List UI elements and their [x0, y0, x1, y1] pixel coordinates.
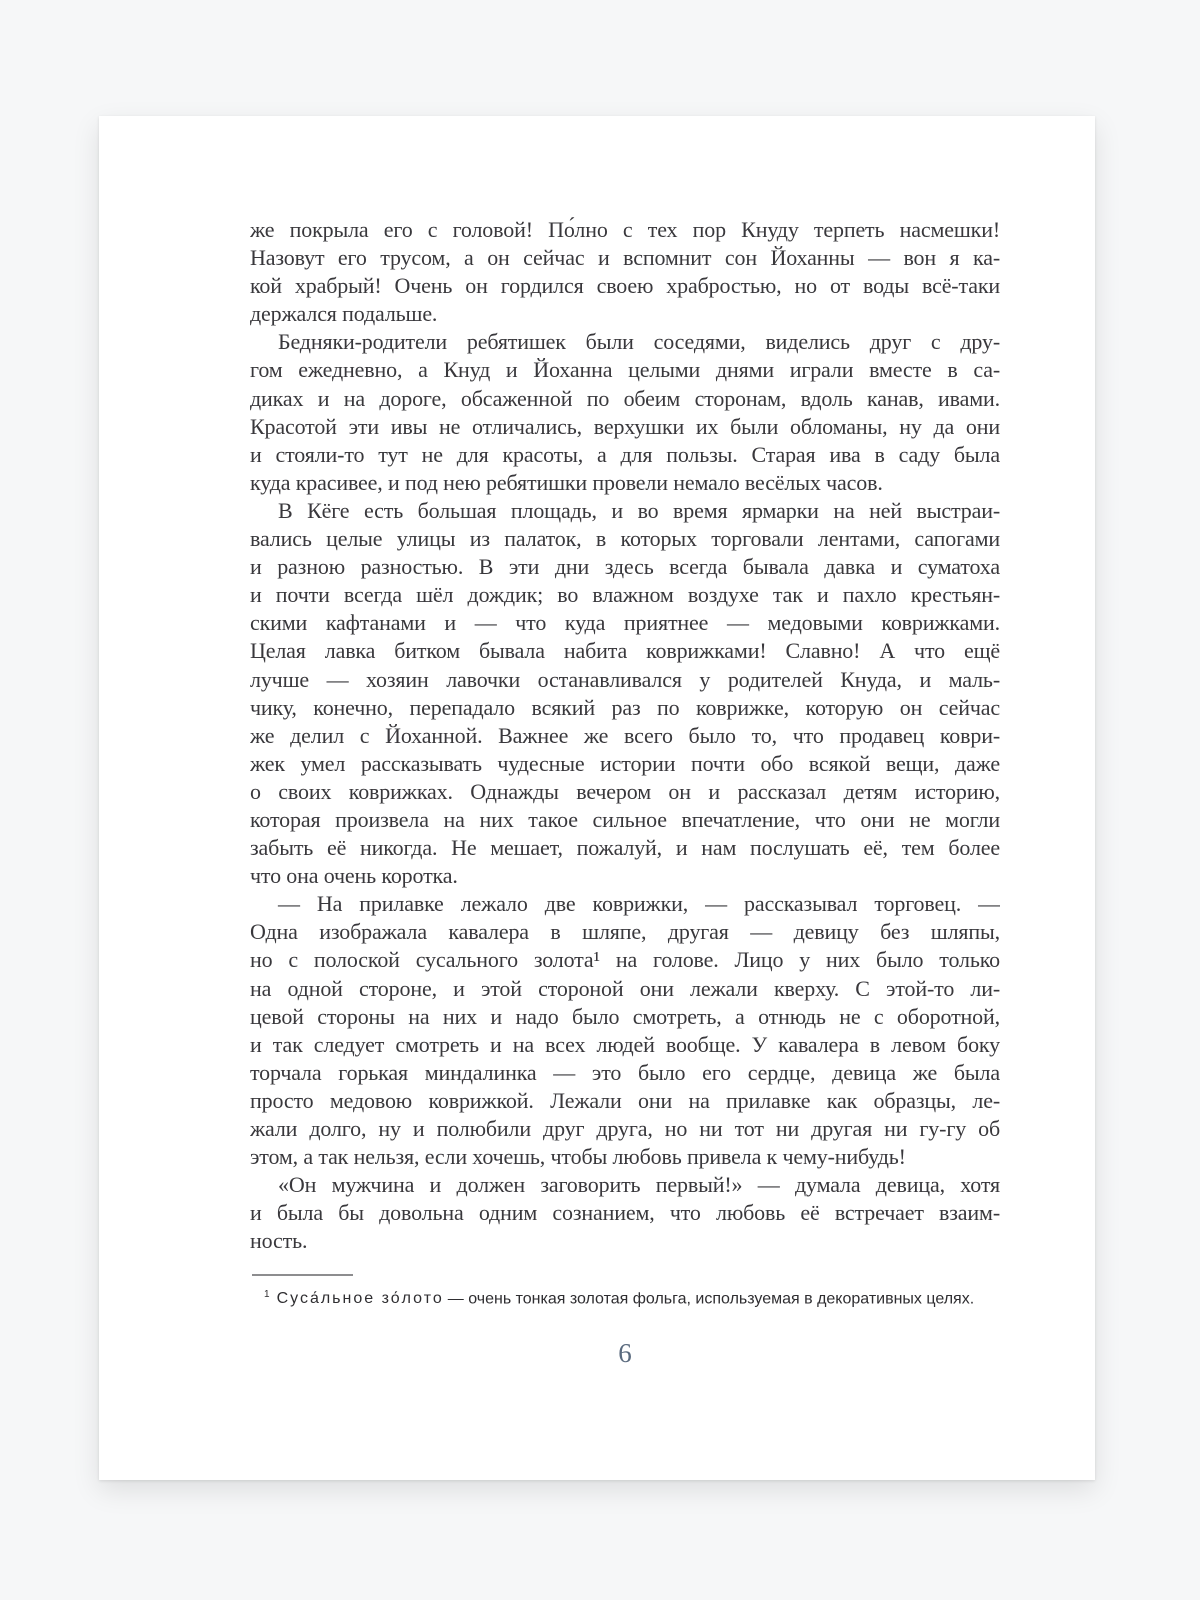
text-line: ность.	[250, 1228, 308, 1254]
text-line: которая произвела на них такое сильное впечатление, что они не могли	[250, 806, 1000, 832]
text-line: кой храбрый! Очень он гордился своею храбростью, но от воды всё-таки	[250, 273, 1000, 299]
text-line: лучше — хозяин лавочки останавливался у родителей Кнуда, и маль-	[250, 666, 1000, 692]
text-line: о своих коврижках. Однажды вечером он и рассказал детям историю,	[250, 778, 1000, 804]
text-line: вались целые улицы из палаток, в которых торговали лентами, сапогами	[250, 526, 1000, 552]
text-line: «Он мужчина и должен заговорить первый!» — думала девица, хотя	[278, 1172, 1000, 1198]
footnote-divider	[252, 1274, 353, 1276]
text-line: же покрыла его с головой! По́лно с тех пор Кнуду терпеть насмешки!	[250, 217, 1000, 242]
text-line: и почти всегда шёл дождик; во влажном воздухе так и пахло крестьян-	[250, 582, 1000, 608]
text-line: куда красивее, и под нею ребятишки провели немало весёлых часов.	[250, 469, 883, 495]
footnote-rest: — очень тонкая золотая фольга, используемая в декоративных целях.	[447, 1290, 975, 1308]
text-line: Одна изображала кавалера в шляпе, другая — девицу без шляпы,	[250, 919, 1000, 945]
text-line: же делил с Йоханной. Важнее же всего было то, что продавец коври-	[250, 722, 1000, 748]
paragraph	[250, 497, 1000, 890]
paragraph	[250, 328, 1000, 497]
footnote-marker: 1	[264, 1289, 270, 1300]
footnote-term: Суса́льное зо́лото	[276, 1290, 444, 1308]
text-line: Бедняки-родители ребятишек были соседями, виделись друг с дру-	[278, 329, 1000, 355]
text-line: Красотой эти ивы не отличались, верхушки их были обломаны, ну да они	[250, 413, 1000, 439]
text-line: забыть её никогда. Не мешает, пожалуй, и нам послушать её, тем более	[250, 835, 1000, 861]
text-line: этом, а так нельзя, если хочешь, чтобы любовь привела к чему-нибудь!	[250, 1144, 906, 1170]
paragraph	[250, 890, 1000, 1171]
page-number: 6	[618, 1338, 632, 1368]
text-line: жек умел рассказывать чудесные истории почти обо всякой вещи, даже	[250, 750, 1000, 776]
text-line: и разною разностью. В эти дни здесь всегда бывала давка и суматоха	[250, 554, 1000, 580]
text-line: В Кёге есть большая площадь, и во время ярмарки на ней выстраи-	[278, 497, 1000, 523]
footnote-text	[250, 1285, 1010, 1309]
text-line: держался подальше.	[250, 301, 438, 327]
text-line: чику, конечно, перепадало всякий раз по коврижке, которую он сейчас	[250, 694, 1000, 720]
text-line: и так следует смотреть и на всех людей вообще. У кавалера в левом боку	[250, 1031, 1000, 1057]
text-line: гом ежедневно, а Кнуд и Йоханна целыми днями играли вместе в са-	[250, 357, 1000, 383]
text-line: но с полоской сусального золота¹ на голове. Лицо у них было только	[250, 947, 1000, 973]
text-column	[250, 216, 1000, 1255]
footnote	[250, 1274, 1010, 1309]
paragraph	[250, 1171, 1000, 1255]
text-line: торчала горькая миндалинка — это было его сердце, девица же была	[250, 1059, 1000, 1085]
text-line: — На прилавке лежало две коврижки, — рассказывал торговец. —	[278, 891, 1000, 917]
text-line: и была бы довольна одним сознанием, что любовь её встречает взаим-	[250, 1200, 1000, 1226]
text-line: просто медовою коврижкой. Лежали они на прилавке как образцы, ле-	[250, 1087, 1000, 1113]
text-line: Целая лавка битком бывала набита коврижками! Славно! А что ещё	[250, 638, 1000, 664]
text-line: Назовут его трусом, а он сейчас и вспомнит сон Йоханны — вон я ка-	[250, 245, 1000, 271]
text-line: скими кафтанами и — что куда приятнее — медовыми коврижками.	[250, 610, 1000, 636]
paragraph	[250, 216, 1000, 328]
text-line: жали долго, ну и полюбили друг друга, но ни тот ни другая ни гу-гу об	[250, 1116, 1000, 1141]
text-line: на одной стороне, и этой стороной они лежали кверху. С этой-то ли-	[250, 975, 1000, 1001]
text-line: что она очень коротка.	[250, 863, 458, 889]
book-page	[99, 116, 1095, 1480]
text-line: и стояли-то тут не для красоты, а для пользы. Старая ива в саду была	[250, 441, 1000, 467]
text-line: диках и на дороге, обсаженной по обеим сторонам, вдоль канав, ивами.	[250, 385, 1000, 411]
text-line: цевой стороны на них и надо было смотреть, а отнюдь не с оборотной,	[250, 1003, 1000, 1029]
